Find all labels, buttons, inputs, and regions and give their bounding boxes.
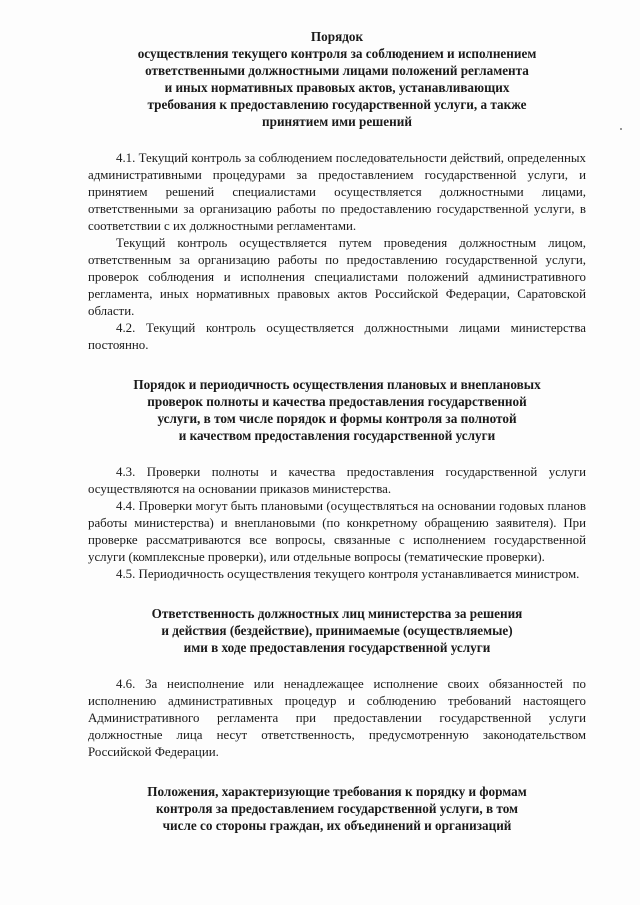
heading-line: и качеством предоставления государственной услуги <box>178 428 496 443</box>
document-title <box>88 28 586 130</box>
paragraph-4-6: 4.6. За неисполнение или ненадлежащее исполнение своих обязанностей по исполнению административных процедур и соблюдению требований настоящего Административного регламента при предоставлении государственной услуги должностные лица несут ответственность, предусмотренную законодательством Российской Федерации. <box>88 677 586 759</box>
heading-line: ими в ходе предоставления государственной услуги <box>183 640 491 655</box>
heading-line: Положения, характеризующие требования к порядку и формам <box>147 784 527 799</box>
heading-line: контроля за предоставлением государственной услуги, в том <box>155 801 519 816</box>
title-line: и иных нормативных правовых актов, устанавливающих <box>164 80 510 95</box>
title-line: Порядок <box>310 29 364 44</box>
title-line: осуществления текущего контроля за соблюдением и исполнением <box>137 46 537 61</box>
title-line: требования к предоставлению государственной услуги, а также <box>147 97 527 112</box>
paragraph-4-4: 4.4. Проверки могут быть плановыми (осуществляться на основании годовых планов работы министерства) и внеплановыми (по конкретному обращению заявителя). При проверке рассматриваются все вопросы, связанные с исполнением государственной услуги (комплексные проверки), или отдельные вопросы (тематические проверки). <box>88 499 586 564</box>
title-line: принятием ими решений <box>262 114 412 129</box>
heading-line: и действия (бездействие), принимаемые (осуществляемые) <box>161 623 513 638</box>
heading-line: услуги, в том числе порядок и формы контроля за полнотой <box>157 411 517 426</box>
section-heading-inspections <box>88 376 586 444</box>
paragraph-4-2: 4.2. Текущий контроль осуществляется должностными лицами министерства постоянно. <box>88 321 586 352</box>
heading-line: числе со стороны граждан, их объединений и организаций <box>162 818 512 833</box>
scan-speck <box>620 128 622 130</box>
document-body <box>88 28 586 834</box>
title-line: ответственными должностными лицами положений регламента <box>145 63 529 78</box>
paragraph-4-5: 4.5. Периодичность осуществления текущего контроля устанавливается министром. <box>116 567 580 581</box>
section-heading-responsibility <box>88 605 586 656</box>
paragraph-4-3: 4.3. Проверки полноты и качества предоставления государственной услуги осуществляются на основании приказов министерства. <box>88 465 586 496</box>
paragraph-current-control: Текущий контроль осуществляется путем проведения должностным лицом, ответственным за организацию работы по предоставлению государственной услуги, проверок соблюдения и исполнения специалистами положений административного регламента, иных нормативных правовых актов Российской Федерации, Саратовской области. <box>88 236 586 318</box>
heading-line: Ответственность должностных лиц министерства за решения <box>151 606 523 621</box>
heading-line: проверок полноты и качества предоставления государственной <box>147 394 527 409</box>
section-heading-control-requirements <box>88 783 586 834</box>
heading-line: Порядок и периодичность осуществления плановых и внеплановых <box>133 377 541 392</box>
paragraph-4-1: 4.1. Текущий контроль за соблюдением последовательности действий, определенных административными процедурами за предоставлением государственной услуги, и принятием решений специалистами осуществляется должностными лицами, ответственными за организацию работы по предоставлению государственной услуги, в соответствии с их должностными регламентами. <box>88 151 586 233</box>
